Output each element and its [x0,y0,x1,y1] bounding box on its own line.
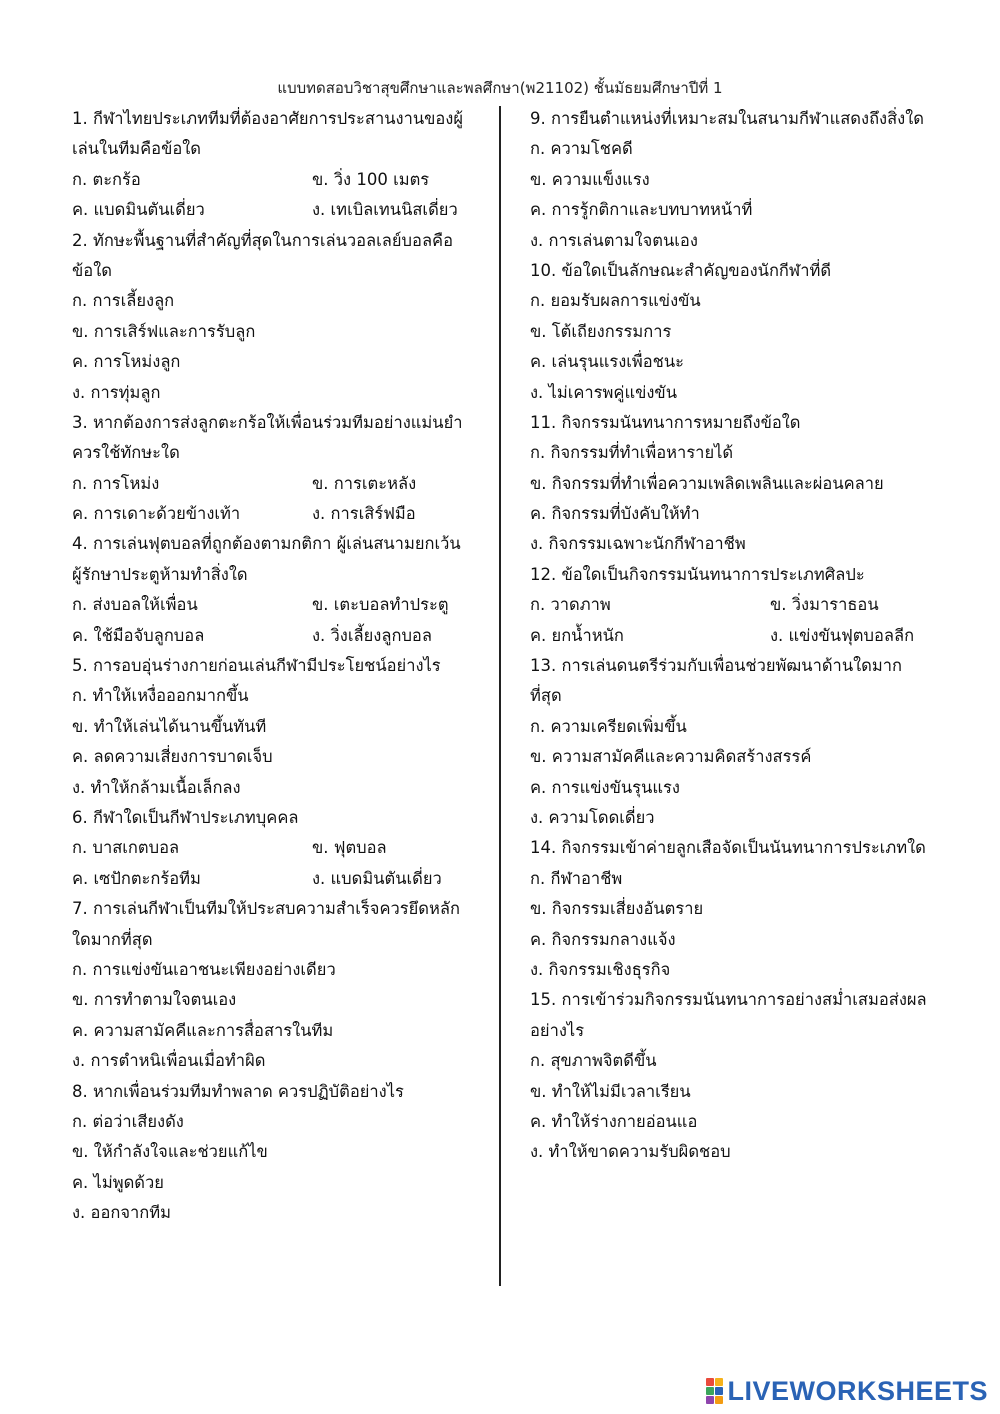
answer-option[interactable]: ค. การโหม่งลูก [72,352,181,372]
answer-option[interactable]: ข. ความแข็งแรง [530,169,650,189]
question-block [72,104,470,226]
question-text: 7. การเล่นกีฬาเป็นทีมให้ประสบความสำเร็จควรยึดหลัก [72,899,460,919]
answer-option[interactable]: ข. เตะบอลทำประตู [312,595,449,615]
question-text: 5. การอบอุ่นร่างกายก่อนเล่นกีฬามีประโยชน์อย่างไร [72,656,441,676]
answer-option[interactable]: ง. กิจกรรมเชิงธุรกิจ [530,959,671,979]
answer-row [72,833,470,863]
answer-option[interactable]: ค. แบดมินตันเดี่ยว [72,200,205,220]
answer-option[interactable]: ค. ใช้มือจับลูกบอล [72,625,205,645]
answer-option[interactable]: ก. การโหม่ง [72,473,160,493]
answer-option[interactable]: ข. กิจกรรมที่ทำเพื่อความเพลิดเพลินและผ่อนคลาย [530,473,884,493]
question-text: ควรใช้ทักษะใด [72,443,180,463]
answer-row [72,499,470,529]
answer-option[interactable]: ก. ส่งบอลให้เพื่อน [72,595,198,615]
answer-option[interactable]: ข. ทำให้ไม่มีเวลาเรียน [530,1081,691,1101]
logo-square [715,1396,723,1404]
liveworksheets-logo [706,1374,988,1408]
question-text: 1. กีฬาไทยประเภททีมที่ต้องอาศัยการประสานงานของผู้ [72,109,464,128]
answer-option[interactable]: ก. กิจกรรมที่ทำเพื่อหารายได้ [530,443,734,463]
question-block [530,256,930,408]
answer-option[interactable]: ข. ทำให้เล่นได้นานขึ้นทันที [72,716,267,736]
answer-option[interactable]: ข. ความสามัคคีและความคิดสร้างสรรค์ [530,747,812,767]
logo-icon [706,1378,723,1404]
answer-option[interactable]: ก. ความเครียดเพิ่มขึ้น [530,716,687,736]
question-block [72,408,470,530]
answer-option[interactable]: ง. กิจกรรมเฉพาะนักกีฬาอาชีพ [530,534,746,554]
question-text: ข้อใด [72,260,112,280]
answer-option[interactable]: ง. แบดมินตันเดี่ยว [312,868,442,888]
answer-row [72,165,470,195]
answer-row [72,590,470,620]
question-text: 15. การเข้าร่วมกิจกรรมนันทนาการอย่างสม่ำเสมอส่งผล [530,990,927,1010]
question-text: อย่างไร [530,1020,585,1040]
answer-option[interactable]: ข. กิจกรรมเสี่ยงอันตราย [530,899,704,919]
answer-option[interactable]: ก. การเลี้ยงลูก [72,291,175,311]
answer-option[interactable]: ง. แข่งขันฟุตบอลลีก [770,625,915,645]
answer-option[interactable]: ก. ต่อว่าเสียงดัง [72,1111,184,1131]
logo-square [706,1378,714,1386]
answer-option[interactable]: ก. การแข่งขันเอาชนะเพียงอย่างเดียว [72,959,336,979]
answer-option[interactable]: ง. ไม่เคารพคู่แข่งขัน [530,382,677,402]
answer-option[interactable]: ค. กิจกรรมที่บังคับให้ทำ [530,504,700,524]
logo-square [715,1378,723,1386]
question-text: 2. ทักษะพื้นฐานที่สำคัญที่สุดในการเล่นวอลเลย์บอลคือ [72,230,453,250]
question-text: ผู้รักษาประตูห้ามทำสิ่งใด [72,564,248,584]
answer-option[interactable]: ง. ทำให้กล้ามเนื้อเล็กลง [72,777,241,797]
logo-square [706,1387,714,1395]
question-block [530,408,930,560]
answer-option[interactable]: ง. ความโดดเดี่ยว [530,807,655,827]
answer-option[interactable]: ข. การเสิร์ฟและการรับลูก [72,321,256,341]
answer-option[interactable]: ก. ยอมรับผลการแข่งขัน [530,291,701,311]
answer-option[interactable]: ค. ยกน้ำหนัก [530,625,624,645]
answer-option[interactable]: ข. วิ่ง 100 เมตร [312,169,430,189]
question-text: 12. ข้อใดเป็นกิจกรรมนันทนาการประเภทศิลปะ [530,564,865,584]
question-text: 14. กิจกรรมเข้าค่ายลูกเสือจัดเป็นนันทนาการประเภทใด [530,838,926,858]
question-block [72,226,470,408]
answer-option[interactable]: ง. ออกจากทีม [72,1203,172,1223]
answer-row [72,195,470,225]
question-block [72,803,470,894]
answer-option[interactable]: ก. บาสเกตบอล [72,838,180,858]
answer-option[interactable]: ข. การเตะหลัง [312,473,417,493]
question-block [72,1077,470,1229]
answer-option[interactable]: ข. ฟุตบอล [312,838,387,858]
question-text: 13. การเล่นดนตรีร่วมกับเพื่อนช่วยพัฒนาด้านใดมาก [530,656,902,676]
answer-option[interactable]: ข. การทำตามใจตนเอง [72,990,237,1010]
question-text: 3. หากต้องการส่งลูกตะกร้อให้เพื่อนร่วมทีมอย่างแม่นยำ [72,412,463,432]
answer-option[interactable]: ก. ทำให้เหงื่อออกมากขึ้น [72,686,249,706]
logo-square [715,1387,723,1395]
answer-option[interactable]: ก. กีฬาอาชีพ [530,868,623,888]
answer-option[interactable]: ง. วิ่งเลี้ยงลูกบอล [312,625,432,645]
question-text: 4. การเล่นฟุตบอลที่ถูกต้องตามกติกา ผู้เล่นสนามยกเว้น [72,534,461,554]
question-text: ใดมากที่สุด [72,929,153,949]
answer-row [72,469,470,499]
question-block [530,651,930,833]
answer-row [72,621,470,651]
question-text: 10. ข้อใดเป็นลักษณะสำคัญของนักกีฬาที่ดี [530,260,832,280]
answer-option[interactable]: ค. การเดาะด้วยข้างเท้า [72,504,241,524]
answer-option[interactable]: ง. การเสิร์ฟมือ [312,504,416,524]
answer-option[interactable]: ก. ความโชคดี [530,139,633,159]
answer-option[interactable]: ข. โต้เถียงกรรมการ [530,321,672,341]
question-text: เล่นในทีมคือข้อใด [72,139,202,159]
answer-row [530,621,930,651]
answer-option[interactable]: ง. ทำให้ขาดความรับผิดชอบ [530,1142,731,1162]
answer-option[interactable]: ก. ตะกร้อ [72,169,141,189]
left-column [72,104,470,1228]
answer-option[interactable]: ง. การทุ่มลูก [72,382,161,402]
answer-option[interactable]: ค. เซปักตะกร้อทีม [72,868,201,888]
answer-option[interactable]: ค. ลดความเสี่ยงการบาดเจ็บ [72,747,273,767]
answer-option[interactable]: ค. กิจกรรมกลางแจ้ง [530,929,676,949]
answer-option[interactable]: ข. ให้กำลังใจและช่วยแก้ไข [72,1142,268,1162]
answer-row [530,590,930,620]
right-column [530,104,930,1168]
answer-option[interactable]: ค. เล่นรุนแรงเพื่อชนะ [530,352,685,372]
answer-option[interactable]: ข. วิ่งมาราธอน [770,595,879,615]
answer-option[interactable]: ค. ความสามัคคีและการสื่อสารในทีม [72,1020,334,1040]
answer-option[interactable]: ค. ไม่พูดด้วย [72,1172,164,1192]
question-block [530,985,930,1167]
question-block [72,651,470,803]
answer-option[interactable]: ค. การแข่งขันรุนแรง [530,777,680,797]
question-block [72,894,470,1076]
question-text: 8. หากเพื่อนร่วมทีมทำพลาด ควรปฏิบัติอย่างไร [72,1081,404,1101]
question-text: 11. กิจกรรมนันทนาการหมายถึงข้อใด [530,412,801,432]
answer-option[interactable]: ง. การตำหนิเพื่อนเมื่อทำผิด [72,1051,266,1071]
answer-option[interactable]: ก. สุขภาพจิตดีขึ้น [530,1051,657,1071]
page-title: แบบทดสอบวิชาสุขศึกษาและพลศึกษา(พ21102) ชั้นมัธยมศึกษาปีที่ 1 [277,79,723,97]
question-text: 6. กีฬาใดเป็นกีฬาประเภทบุคคล [72,807,299,827]
column-divider [499,106,501,1286]
answer-option[interactable]: ค. ทำให้ร่างกายอ่อนแอ [530,1111,698,1131]
question-block [530,833,930,985]
brand-text: LIVEWORKSHEETS [727,1375,988,1406]
answer-option[interactable]: ง. การเล่นตามใจตนเอง [530,230,698,250]
answer-option[interactable]: ง. เทเบิลเทนนิสเดี่ยว [312,200,458,220]
question-block [530,104,930,256]
question-text: 9. การยืนตำแหน่งที่เหมาะสมในสนามกีฬาแสดงถึงสิ่งใด [530,109,925,128]
logo-square [706,1396,714,1404]
answer-option[interactable]: ค. การรู้กติกาและบทบาทหน้าที่ [530,200,753,220]
question-block [530,560,930,651]
answer-row [72,864,470,894]
question-block [72,529,470,651]
answer-option[interactable]: ก. วาดภาพ [530,595,611,615]
question-text: ที่สุด [530,686,562,706]
